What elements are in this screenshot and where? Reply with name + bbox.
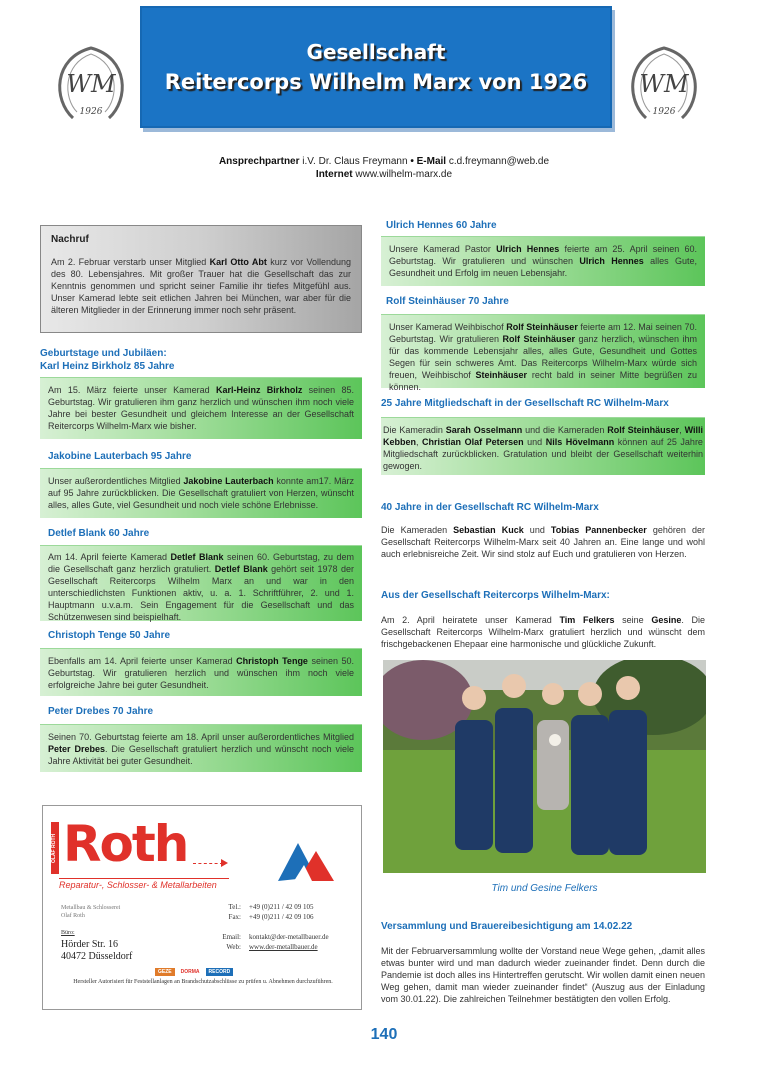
club-logo-right (624, 40, 704, 125)
nachruf-text: Am 2. Februar verstarb unser Mitglied Karl Otto Abt kurz vor Vollendung des 80. Lebensjahres. Mit großer Trauer hat die Gesellschaft das zur Kenntnis genommen und spricht seiner Familie ihr tiefes Mitgefühl aus. Unser Kamerad lebte seit etlichen Jahren bei München, war aber für die älteren Mitglieder in der Erinnerung immer noch sehr präsent. (51, 257, 351, 315)
blank-heading: Detlef Blank 60 Jahre (48, 528, 150, 539)
page-number: 140 (370, 1026, 398, 1043)
ad-brand: Roth (63, 815, 188, 873)
club-logo-left (51, 40, 131, 125)
svg-text:WM: WM (66, 70, 116, 98)
mitglied25-heading: 25 Jahre Mitgliedschaft in der Gesellschaft RC Wilhelm-Marx (381, 398, 669, 409)
ad-brand-geze: GEZE (155, 968, 175, 976)
title-banner (140, 6, 612, 128)
ad-mountain-logo (276, 839, 336, 883)
ausder-heading: Aus der Gesellschaft Reitercorps Wilhelm-Marx: (381, 590, 610, 601)
logo-year-right: 1926 (652, 107, 676, 117)
drebes-heading: Peter Drebes 70 Jahre (48, 706, 154, 717)
internet-line: Internet www.wilhelm-marx.de (315, 169, 453, 180)
jahre40-heading: 40 Jahre in der Gesellschaft RC Wilhelm-Marx (381, 502, 599, 513)
contact-email[interactable]: c.d.freymann@web.de (448, 156, 550, 167)
ad-company: Metallbau & Schlosserei Olaf Roth (61, 905, 121, 919)
tenge-heading: Christoph Tenge 50 Jahre (48, 630, 171, 641)
ad-arrow (193, 863, 223, 864)
versammlung-heading: Versammlung und Brauereibesichtigung am 14.02.22 (381, 921, 633, 932)
steinhaeuser-heading: Rolf Steinhäuser 70 Jahre (386, 296, 509, 307)
hennes-box: Unsere Kamerad Pastor Ulrich Hennes feierte am 25. April seinen 60. Geburtstag. Wir gratulieren und wünschen Ulrich Hennes alles Gute, Gesundheit und Erfolg im neuen Lebensjahr. (381, 236, 705, 286)
mitglied25-box: Die Kameradin Sarah Osselmann und die Kameraden Rolf Steinhäuser, Willi Kebben, Christian Olaf Petersen und Nils Hövelmann können auf 25 Jahre Mitgliedschaft zurückblicken. Gratulation und bleibt der Gesellschaft weiterhin gewogen. (381, 417, 705, 475)
nachruf-box (40, 225, 362, 333)
svg-text:WM: WM (639, 70, 689, 98)
geburtstage-heading: Geburtstage und Jubiläen: (40, 348, 167, 359)
ad-brand-dorma: DORMA (180, 969, 200, 975)
blank-box: Am 14. April feierte Kamerad Detlef Blank seinen 60. Geburtstag, zu dem die Gesellschaft ganz herzlich gratuliert. Detlef Blank gehört seit 1978 der Gesellschaft Reitercorps Wilhelm Marx an und war in den unterschiedlichsten Funktionen aktiv, u. a. 1. Schriftführer, 2. und 1. Hauptmann u.v.a.m. Sein Engagement für die Gesellschaft und das Schützenwesen sind beispielhaft. (40, 545, 362, 621)
hennes-heading: Ulrich Hennes 60 Jahre (386, 220, 497, 231)
nachruf-title: Nachruf (51, 234, 89, 245)
versammlung-text: Mit der Februarversammlung wollte der Vorstand neue Wege gehen, „damit alles etwas bunter wird und man dadurch wieder zueinander findet. Denn durch die Pandemie ist doch alles ins Hintertreffen gerutscht. Wir wollen damit einen neuen Weg gehen, damit man wieder zueinander findet“ (Auszug aus der Einladung vom 30.01.22). Die zahlreichen Teilnehmer bestätigten den vollen Erfolg. (381, 946, 705, 1004)
ad-side-label: OLAF ROTH (51, 822, 59, 874)
title-line-2: Reitercorps Wilhelm Marx von 1926 (164, 70, 588, 94)
drebes-box: Seinen 70. Geburtstag feierte am 18. April unser außerordentliches Mitglied Peter Drebes. Die Gesellschaft gratuliert herzlich und wünscht noch viele Jahre Aktivität bei guter Gesundheit. (40, 724, 362, 772)
birkholz-box: Am 15. März feierte unser Kamerad Karl-Heinz Birkholz seinen 85. Geburtstag. Wir gratulieren ihm ganz herzlich und wünschen ihm noch viele Jahre bei bester Gesundheit und gleichem Interesse an der Gesellschaft Reitercorps Wilhelm-Marx wie bisher. (40, 377, 362, 439)
photo-caption: Tim und Gesine Felkers (491, 883, 598, 894)
lauterbach-heading: Jakobine Lauterbach 95 Jahre (48, 451, 192, 462)
ad-address: Hörder Str. 16 40472 Düsseldorf (61, 939, 133, 962)
ad-contact-block: Tel.: +49 (0)211 / 42 09 105 Fax: +49 (0)211 / 42 09 106 Email: kontakt@der-metallbauer.de Web: www.der-metallbauer.de (222, 903, 329, 951)
roth-advertisement (42, 805, 362, 1010)
wedding-photo (383, 660, 706, 873)
ad-buero-label: Büro: (61, 930, 75, 936)
title-line-1: Gesellschaft (306, 40, 446, 64)
ad-tagline: Reparatur-, Schlosser- & Metallarbeiten (59, 878, 229, 890)
lauterbach-box: Unser außerordentliches Mitglied Jakobine Lauterbach konnte am17. März auf 95 Jahre zurückblicken. Die Gesellschaft gratuliert von Herzen, wünscht alles, alles Gute, viel Gesundheit und noch viele schöne Erlebnisse. (40, 468, 362, 518)
steinhaeuser-box: Unser Kamerad Weihbischof Rolf Steinhäuser feierte am 12. Mai seinen 70. Geburtstag. Wir gratulieren Rolf Steinhäuser ganz herzlich, wünschen ihm für das kommende Lebensjahr alles, alles Gute, Gesundheit und Gottes Segen für sein schweres Amt. Das Reitercorps Wilhelm-Marx würde sich freuen, Weihbischof Steinhäuser recht bald in seiner Mitte begrüßen zu können. (381, 314, 705, 388)
birkholz-heading: Karl Heinz Birkholz 85 Jahre (40, 361, 175, 372)
ad-arrow-head (221, 859, 228, 867)
ad-footer: Hersteller Autorisiert für Feststellanlagen an Brandschutzabschlüsse zu prüfen u. Abnehmen durchzuführen. (73, 979, 333, 985)
ad-brand-logos (155, 968, 233, 976)
ausder-text: Am 2. April heiratete unser Kamerad Tim Felkers seine Gesine. Die Gesellschaft Reitercorps Wilhelm-Marx gratuliert herzlich und wünscht dem frischgebackenen Ehepaar eine harmonische und glückliche Zukunft. (381, 615, 705, 649)
ad-brand-record: RECORD (206, 968, 234, 976)
tenge-box: Ebenfalls am 14. April feierte unser Kamerad Christoph Tenge seinen 50. Geburtstag. Wir gratulieren herzlich und wünschen ihm noch viele erfolgreiche Jahre bei guter Gesundheit. (40, 648, 362, 696)
logo-year-left: 1926 (79, 107, 103, 117)
jahre40-text: Die Kameraden Sebastian Kuck und Tobias Pannenbecker gehören der Gesellschaft Reitercorps Wilhelm-Marx seit 40 Jahren an. Eine lange und wohl auch erlebnisreiche Zeit. Wir sind stolz auf Euch und gratulieren von Herzen. (381, 525, 705, 559)
contact-line: Ansprechpartner i.V. Dr. Claus Freymann • E-Mail c.d.freymann@web.de (218, 156, 550, 167)
contact-web[interactable]: www.wilhelm-marx.de (355, 169, 453, 180)
